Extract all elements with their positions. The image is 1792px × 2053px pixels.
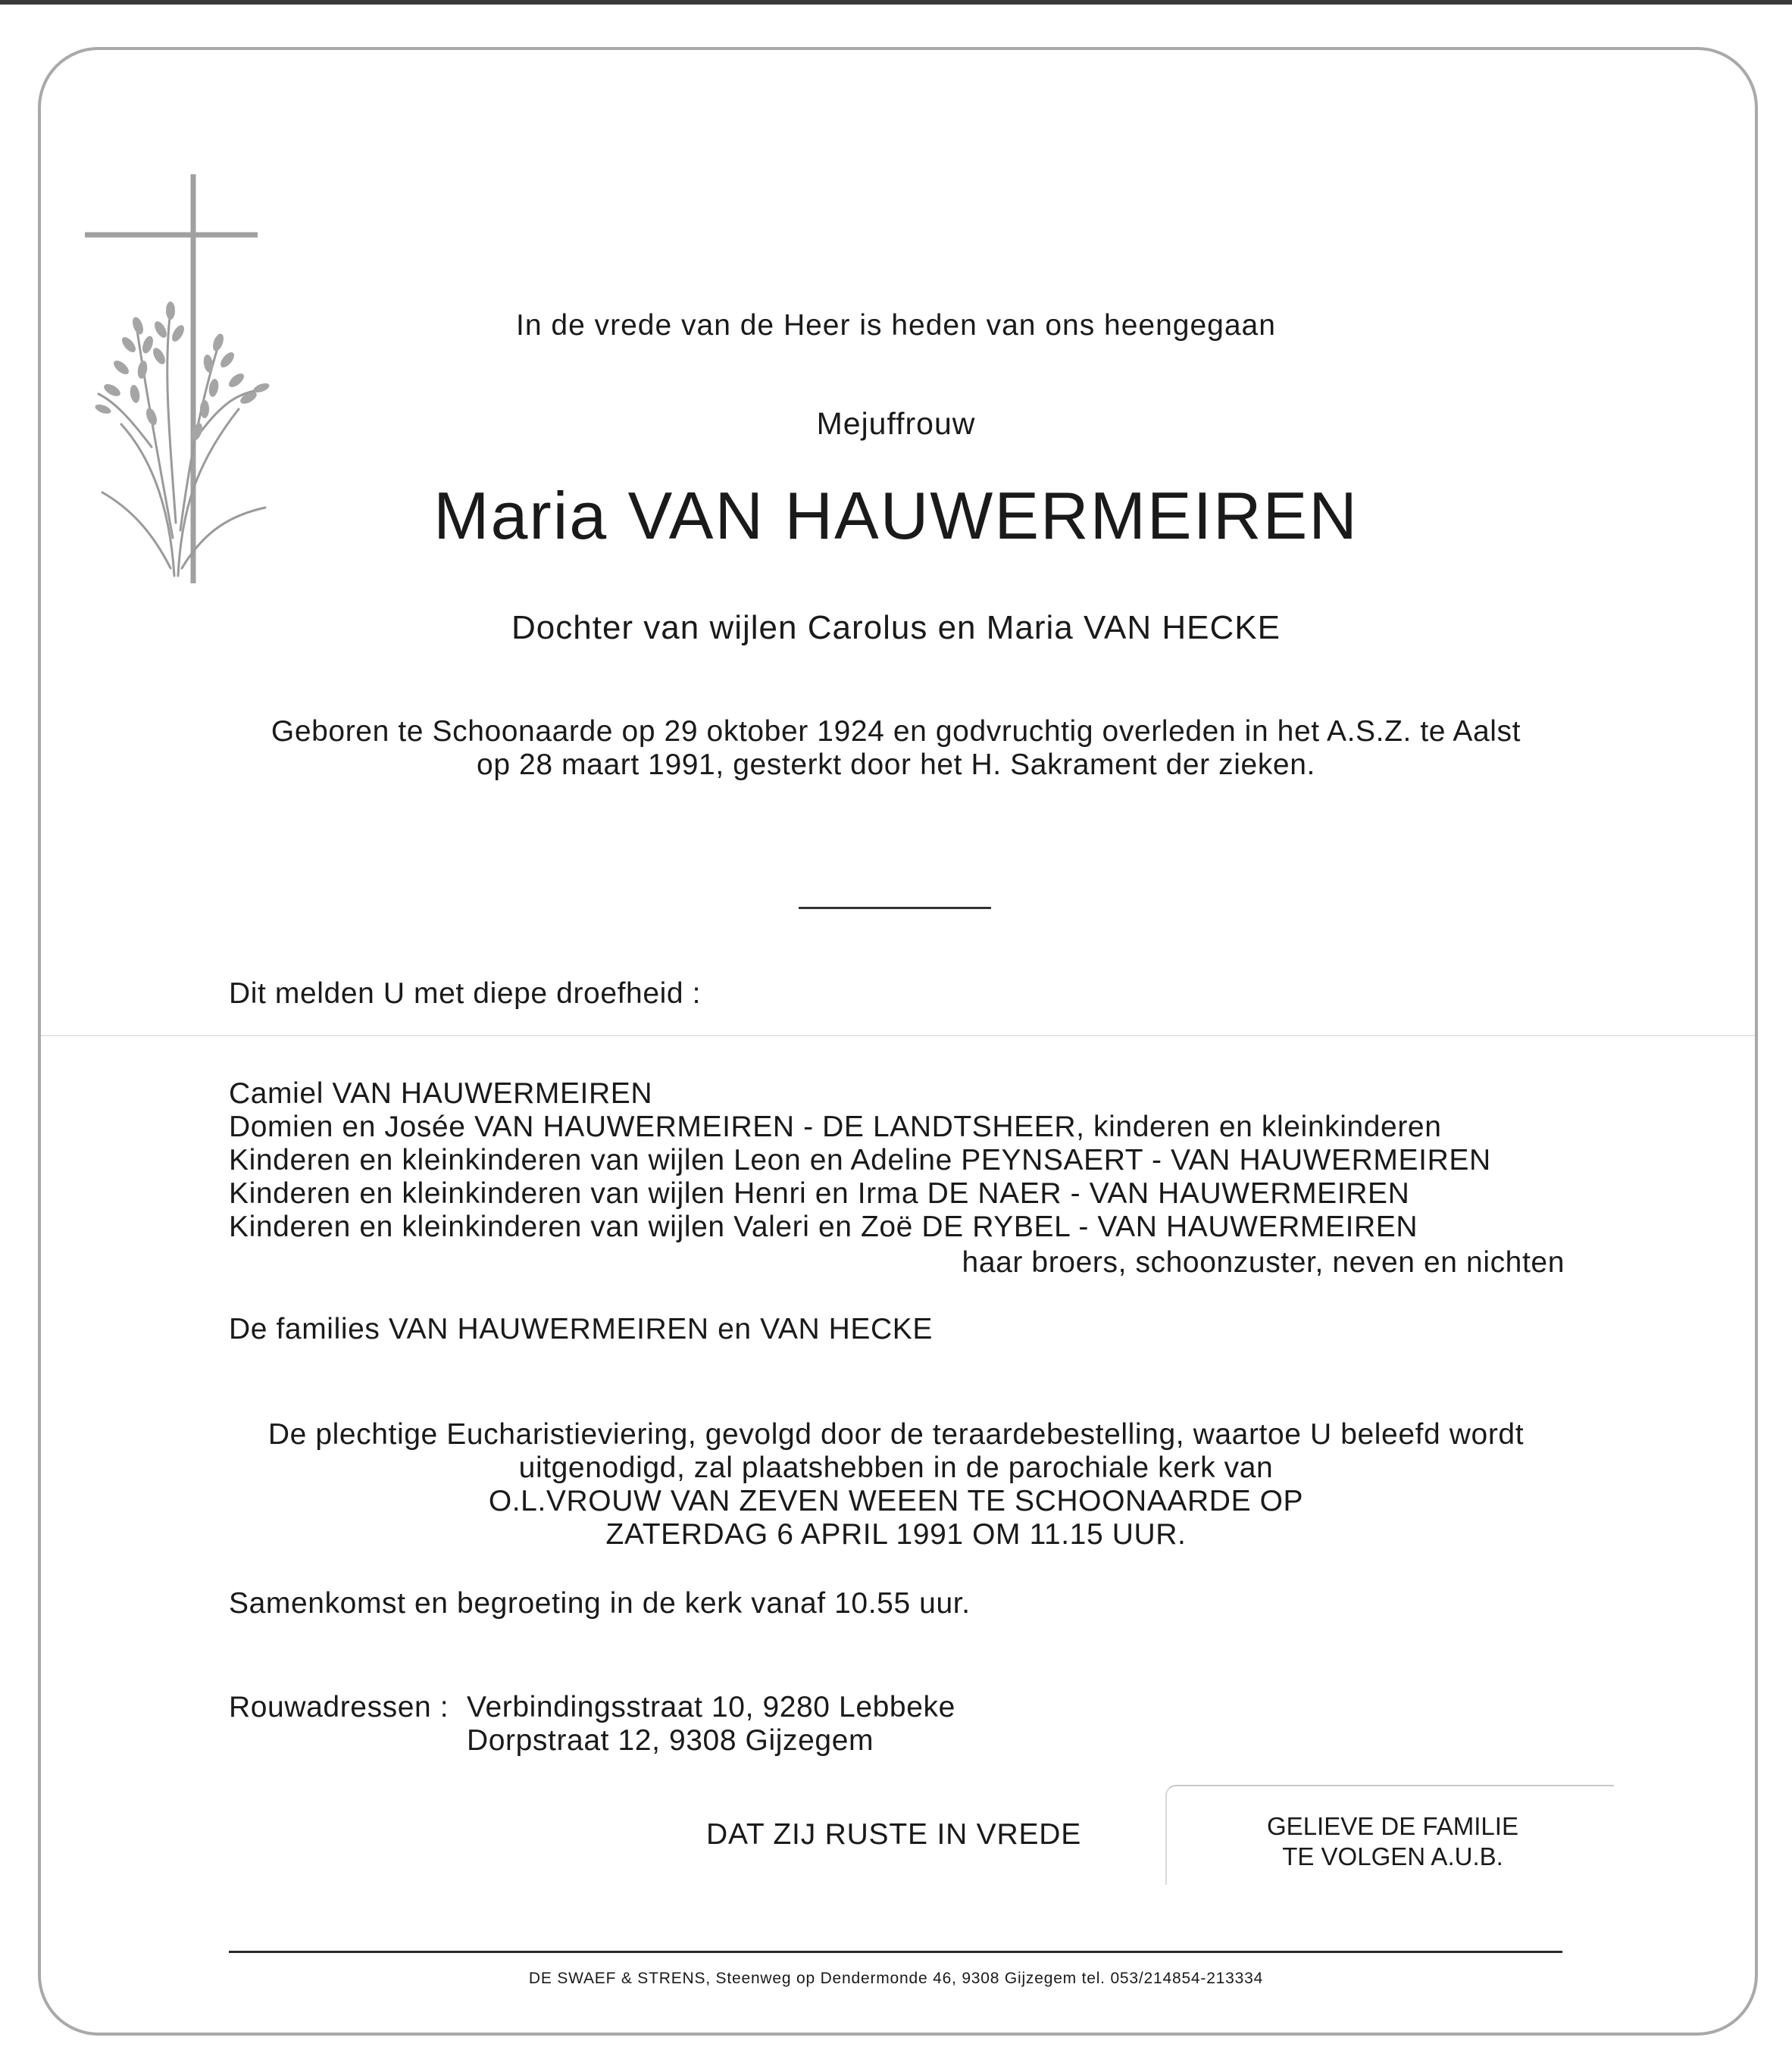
follow-note-line: GELIEVE DE FAMILIE xyxy=(1267,1812,1518,1840)
mass-line: uitgenodigd, zal plaatshebben in de parochiale kerk van xyxy=(518,1451,1274,1484)
family-line: Camiel VAN HAUWERMEIREN xyxy=(229,1077,653,1110)
family-line: Kinderen en kleinkinderen van wijlen Henri en Irma DE NAER - VAN HAUWERMEIREN xyxy=(229,1177,1410,1210)
family-line: Kinderen en kleinkinderen van wijlen Leon en Adeline PEYNSAERT - VAN HAUWERMEIREN xyxy=(229,1144,1491,1176)
family-line: Domien en Josée VAN HAUWERMEIREN - DE LANDTSHEER, kinderen en kleinkinderen xyxy=(229,1111,1442,1143)
announcement: Dit melden U met diepe droefheid : xyxy=(229,977,702,1010)
birth-death-line: Geboren te Schoonaarde op 29 oktober 1924 en godvruchtig overleden in het A.S.Z. te Aalst xyxy=(271,715,1521,748)
family-relation: haar broers, schoonzuster, neven en nichten xyxy=(962,1246,1565,1279)
mass-line: O.L.VROUW VAN ZEVEN WEEEN TE SCHOONAARDE OP xyxy=(488,1485,1304,1517)
mass-line: De plechtige Eucharistieviering, gevolgd door de teraardebestelling, waartoe U beleefd wordt xyxy=(267,1418,1525,1451)
deceased-name: Maria VAN HAUWERMEIREN xyxy=(433,478,1359,553)
addresses-label: Rouwadressen : xyxy=(229,1691,449,1723)
family-line: Kinderen en kleinkinderen van wijlen Valeri en Zoë DE RYBEL - VAN HAUWERMEIREN xyxy=(229,1211,1418,1243)
printer-imprint: DE SWAEF & STRENS, Steenweg op Dendermonde 46, 9308 Gijzegem tel. 053/214854-213334 xyxy=(528,1970,1264,1987)
bottom-rule xyxy=(229,1951,1562,1953)
paper-top-edge xyxy=(0,0,1792,5)
address-line: Dorpstraat 12, 9308 Gijzegem xyxy=(467,1724,874,1757)
address-line: Verbindingsstraat 10, 9280 Lebbeke xyxy=(467,1691,955,1723)
card-border xyxy=(38,47,1758,2036)
gathering-line: Samenkomst en begroeting in de kerk vanaf 10.55 uur. xyxy=(229,1587,971,1620)
honorific: Mejuffrouw xyxy=(816,406,976,441)
follow-note-line: TE VOLGEN A.U.B. xyxy=(1282,1842,1503,1870)
closing-text: DAT ZIJ RUSTE IN VREDE xyxy=(706,1818,1082,1851)
birth-death-line: op 28 maart 1991, gesterkt door het H. Sakrament der zieken. xyxy=(477,748,1315,781)
families-line: De families VAN HAUWERMEIREN en VAN HECKE xyxy=(229,1313,934,1345)
intro-text: In de vrede van de Heer is heden van ons heengegaan xyxy=(516,309,1276,342)
fold-line xyxy=(41,1035,1755,1036)
parents-line: Dochter van wijlen Carolus en Maria VAN HECKE xyxy=(511,609,1281,646)
mass-line: ZATERDAG 6 APRIL 1991 OM 11.15 UUR. xyxy=(605,1518,1187,1551)
divider xyxy=(799,907,991,909)
